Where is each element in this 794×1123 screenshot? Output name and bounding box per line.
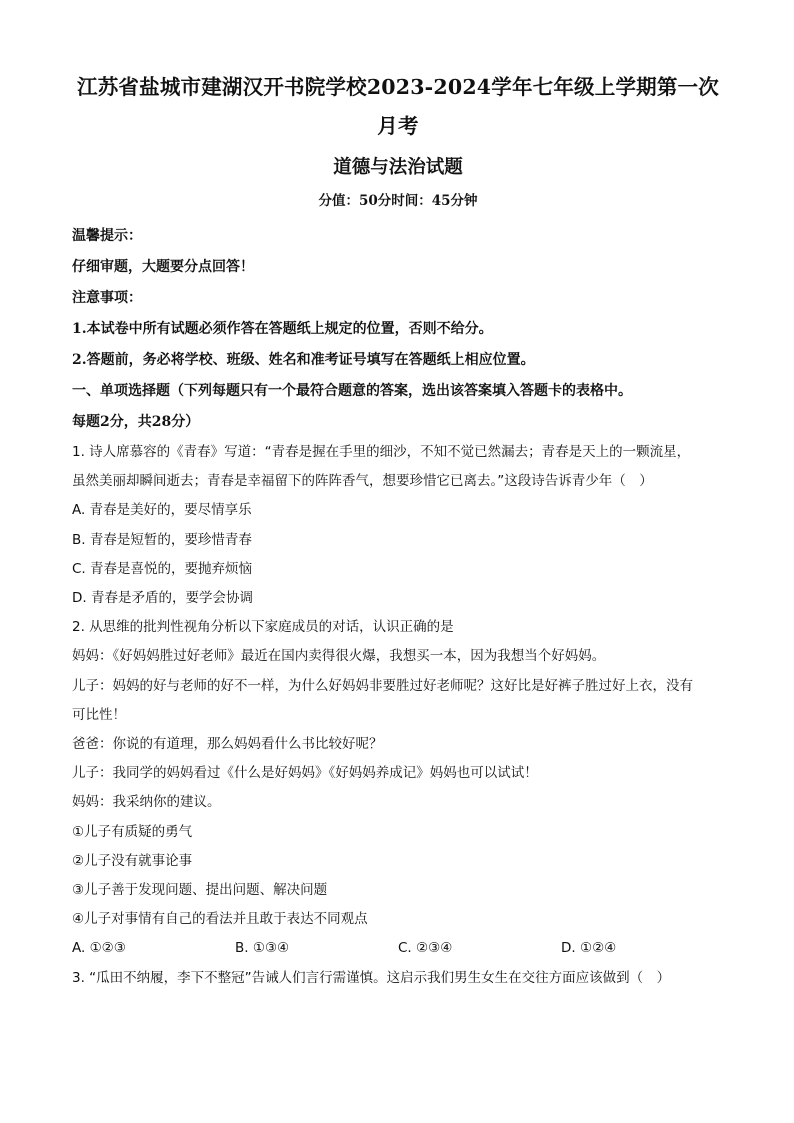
q1-stem-line2: 虽然美丽却瞬间逝去；青春是幸福留下的阵阵香气，想要珍惜它已离去。”这段诗告诉青少年（ ） bbox=[72, 473, 653, 490]
section1-heading-line1: 一、单项选择题（下列每题只有一个最符合题意的答案，选出该答案填入答题卡的表格中。 bbox=[72, 383, 632, 399]
attention-item-2: 2.答题前，务必将学校、班级、姓名和准考证号填写在答题纸上相应位置。 bbox=[72, 352, 535, 368]
question-1 bbox=[72, 438, 724, 613]
tip-label: 温馨提示： bbox=[72, 228, 142, 244]
section1-heading-line2: 每题2分，共28分） bbox=[72, 414, 200, 430]
q2-dialogue-line: 儿子：我同学的妈妈看过《什么是好妈妈》《好妈妈养成记》妈妈也可以试试！ bbox=[72, 765, 538, 782]
q2-dialogue-line: 爸爸：你说的有道理，那么妈妈看什么书比较好呢？ bbox=[72, 736, 383, 753]
q2-dialogue-line: 妈妈：我采纳你的建议。 bbox=[72, 794, 221, 811]
q2-statement: ③儿子善于发现问题、提出问题、解决问题 bbox=[72, 882, 328, 899]
question-3 bbox=[72, 964, 724, 993]
q2-option-c: C. ②③④ bbox=[398, 940, 453, 957]
q2-stem: 2. 从思维的批判性视角分析以下家庭成员的对话，认识正确的是 bbox=[72, 619, 454, 636]
q2-dialogue-line: 妈妈：《好妈妈胜过好老师》最近在国内卖得很火爆，我想买一本，因为我想当个好妈妈。 bbox=[72, 648, 606, 665]
q2-option-d: D. ①②④ bbox=[561, 940, 617, 957]
score-time: 分值：50分时间：45分钟 bbox=[318, 193, 478, 209]
tip-text: 仔细审题，大题要分点回答！ bbox=[72, 259, 254, 275]
exam-title-line1: 江苏省盐城市建湖汉开书院学校2023-2024学年七年级上学期第一次 bbox=[77, 75, 719, 99]
q1-stem-line1: 1. 诗人席慕容的《青春》写道：“青春是握在手里的细沙，不知不觉已然漏去；青春是天上的一颗流星， bbox=[72, 444, 691, 460]
exam-title bbox=[72, 68, 724, 146]
q1-option-a: A. 青春是美好的，要尽情享乐 bbox=[72, 502, 252, 519]
q2-option-a: A. ①②③ bbox=[72, 940, 126, 957]
q2-options bbox=[72, 934, 724, 963]
q1-option-b: B. 青春是短暂的，要珍惜青春 bbox=[72, 531, 252, 548]
q2-dialogue-line: 儿子：妈妈的好与老师的好不一样，为什么好妈妈非要胜过好老师呢？这好比是好裤子胜过好上衣，没有 bbox=[72, 677, 693, 694]
q1-option-c: C. 青春是喜悦的，要抛弃烦恼 bbox=[72, 560, 253, 577]
notes-block bbox=[72, 221, 724, 438]
attention-item-1: 1.本试卷中所有试题必须作答在答题纸上规定的位置，否则不给分。 bbox=[72, 321, 493, 337]
q1-option-d: D. 青春是矛盾的，要学会协调 bbox=[72, 590, 253, 607]
q2-dialogue-line: 可比性！ bbox=[72, 706, 126, 723]
q3-stem: 3. “瓜田不纳履，李下不整冠”告诫人们言行需谨慎。这启示我们男生女生在交往方面应该做到（ ） bbox=[72, 969, 671, 986]
q2-option-b: B. ①③④ bbox=[235, 940, 290, 957]
exam-title-line2: 月考 bbox=[377, 114, 419, 138]
question-2 bbox=[72, 613, 724, 963]
q2-statement: ④儿子对事情有自己的看法并且敢于表达不同观点 bbox=[72, 911, 368, 928]
q2-statement: ②儿子没有就事论事 bbox=[72, 852, 193, 869]
q2-statement: ①儿子有质疑的勇气 bbox=[72, 823, 193, 840]
attention-label: 注意事项： bbox=[72, 290, 142, 306]
subject-title: 道德与法治试题 bbox=[333, 157, 463, 178]
